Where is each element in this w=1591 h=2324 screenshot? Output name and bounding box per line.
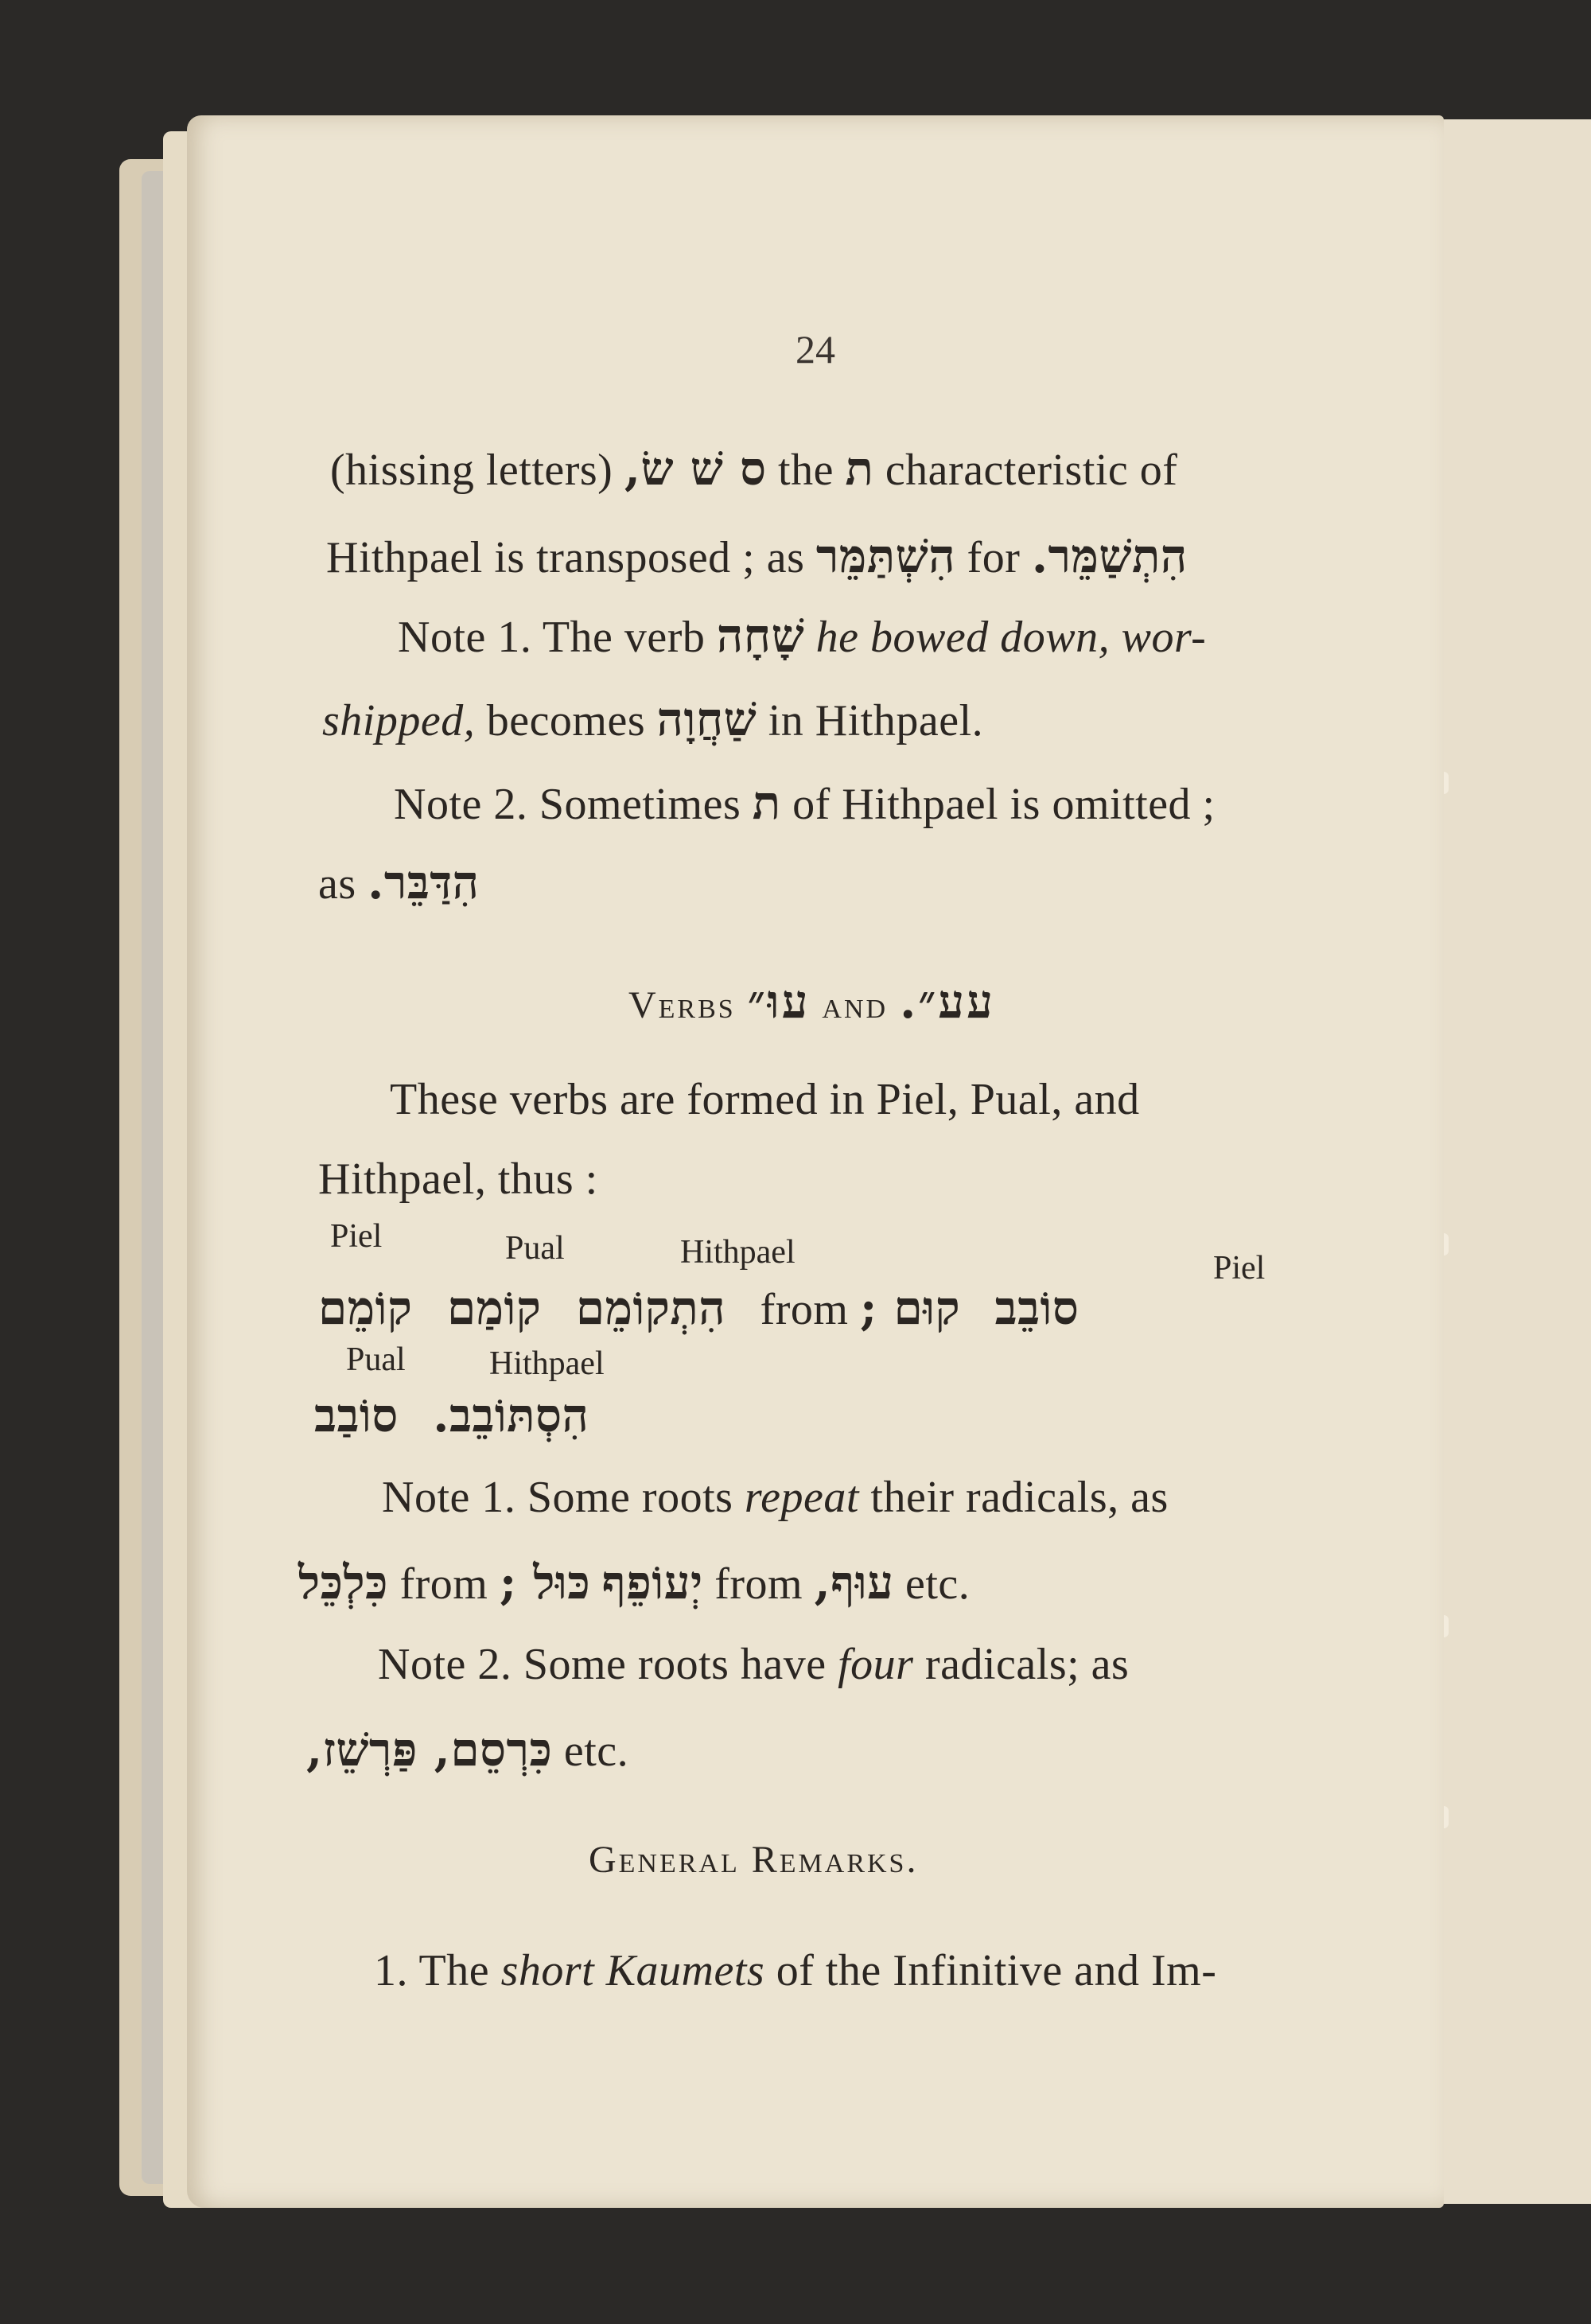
form-label: Pual xyxy=(346,1341,406,1378)
section-heading xyxy=(628,975,995,1029)
hebrew-text: עע״. xyxy=(900,975,995,1029)
hebrew-text: קוֹמֵם xyxy=(318,1281,413,1335)
text-line xyxy=(318,855,480,909)
hebrew-text: קוּם ; xyxy=(859,1281,961,1335)
text-span: for xyxy=(967,533,1021,582)
hebrew-text: ת xyxy=(845,442,874,496)
form-label: Piel xyxy=(330,1218,383,1255)
text-line xyxy=(330,442,1177,496)
hebrew-text: הִשְׁתַּמֵּר xyxy=(815,529,956,583)
italic-text: he bowed down, wor- xyxy=(815,613,1207,662)
hebrew-text: הִתְקוֹמֵם xyxy=(575,1281,726,1335)
page-number: 24 xyxy=(796,327,835,372)
section-heading: General Remarks. xyxy=(589,1839,919,1881)
hebrew-text: ס שׁ שׂ, xyxy=(624,442,767,496)
hebrew-text: עוּ״ xyxy=(747,975,811,1029)
hebrew-text: כִּלְכֵּל xyxy=(298,1555,388,1610)
text-span: the xyxy=(778,446,834,495)
hebrew-text: הִדַּבֵּר. xyxy=(368,855,480,909)
text-span: becomes xyxy=(486,696,646,745)
text-span: Hithpael is transposed ; as xyxy=(326,533,805,582)
hebrew-text: סוֹבַב xyxy=(314,1388,399,1442)
hebrew-text: ת xyxy=(752,776,781,830)
hebrew-text: קוֹמַם xyxy=(446,1281,542,1335)
text-span: from xyxy=(760,1285,849,1334)
hebrew-text: כּוּל ; xyxy=(499,1555,591,1610)
text-line xyxy=(382,1472,1169,1523)
form-label: Pual xyxy=(505,1230,565,1267)
hebrew-text: יְעוֹפֵף xyxy=(601,1555,703,1610)
italic-text: repeat xyxy=(744,1473,859,1522)
text-line xyxy=(318,1281,1079,1335)
text-line xyxy=(398,609,1206,663)
text-line: Hithpael, thus : xyxy=(318,1154,598,1204)
form-label: Piel xyxy=(1213,1250,1266,1287)
text-span: radicals; as xyxy=(924,1640,1130,1689)
hebrew-text: שָׁחָה xyxy=(716,609,805,663)
text-line xyxy=(378,1639,1129,1690)
text-span: Note 2. Sometimes xyxy=(394,780,741,829)
italic-text: four xyxy=(838,1640,914,1689)
text-span: from xyxy=(714,1559,803,1609)
text-span: from xyxy=(399,1559,488,1609)
text-span: Note 2. Some roots have xyxy=(378,1640,827,1689)
heading-text: Verbs xyxy=(628,984,736,1026)
italic-text: shipped, xyxy=(322,696,476,745)
text-span: their radicals, as xyxy=(870,1473,1169,1522)
hebrew-text: סוֹבֵב xyxy=(994,1281,1079,1335)
text-line xyxy=(322,692,983,746)
text-line xyxy=(306,1723,628,1777)
text-line: These verbs are formed in Piel, Pual, and xyxy=(390,1075,1140,1124)
text-line xyxy=(298,1555,970,1610)
text-span: of Hithpael is omitted ; xyxy=(792,780,1216,829)
text-line xyxy=(326,529,1188,583)
text-span: Note 1. The verb xyxy=(398,613,706,662)
text-span: 1. The xyxy=(374,1946,490,1995)
text-span: etc. xyxy=(904,1559,971,1609)
text-line xyxy=(374,1945,1216,1996)
hebrew-text: כִּרְסֵם, פַּרְשֵׁז, xyxy=(306,1723,553,1777)
text-span: characteristic of xyxy=(885,446,1178,495)
text-span: of the Infinitive and Im- xyxy=(776,1946,1217,1995)
hebrew-text: שַׁחֲוָה xyxy=(656,692,757,746)
text-span: in Hithpael. xyxy=(768,696,984,745)
text-line xyxy=(394,776,1216,830)
text-span: as xyxy=(318,859,356,909)
text-span: (hissing letters) xyxy=(330,446,613,495)
hebrew-text: עוּף, xyxy=(814,1555,894,1610)
facing-page xyxy=(1441,119,1591,2204)
hebrew-text: הִסְתּוֹבֵב. xyxy=(433,1388,589,1442)
text-line xyxy=(314,1388,589,1442)
form-label: Hithpael xyxy=(489,1345,605,1382)
hebrew-text: הִתְשַׁמֵּר. xyxy=(1031,529,1188,583)
text-span: etc. xyxy=(563,1726,629,1776)
text-span: Note 1. Some roots xyxy=(382,1473,733,1522)
italic-text: short Kaumets xyxy=(500,1946,765,1995)
form-label: Hithpael xyxy=(680,1234,796,1271)
heading-text: and xyxy=(822,984,889,1026)
